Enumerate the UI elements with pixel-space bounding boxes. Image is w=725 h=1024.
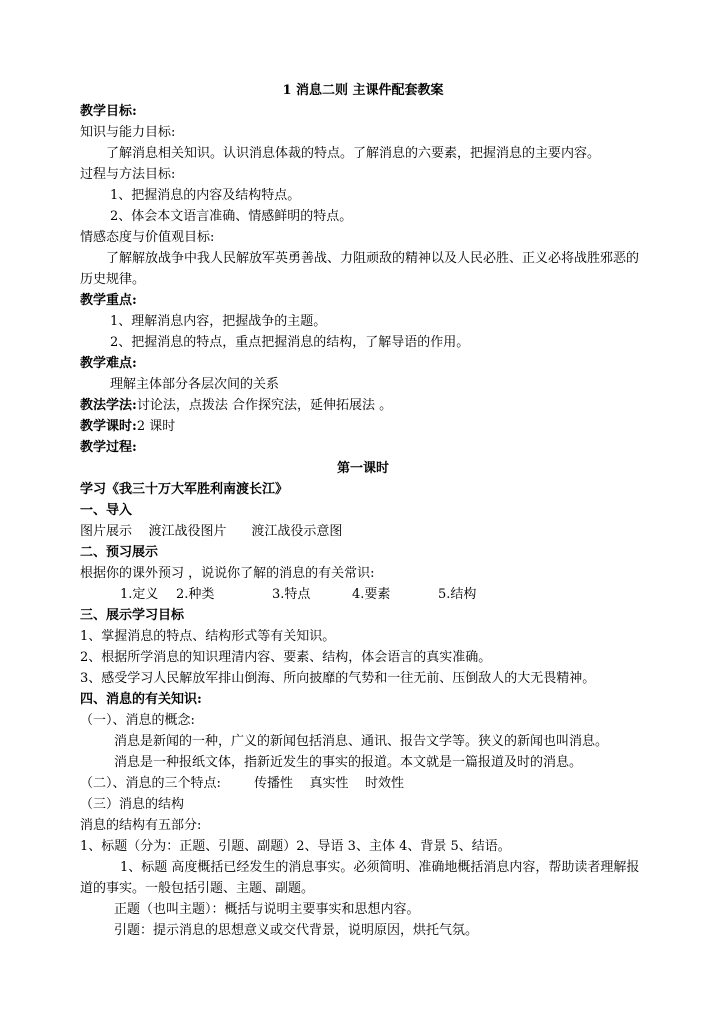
intro-heading: 一、导入 <box>80 503 133 518</box>
study-title: 学习《我三十万大军胜利南渡长江》 <box>80 482 289 497</box>
intro-items <box>80 521 646 542</box>
process-goal-item: 1、把握消息的内容及结构特点。 <box>110 188 301 203</box>
preview-item: 2.种类 <box>176 587 215 602</box>
structure-list: 1、标题（分为：正题、引题、副题）2、导语 3、主体 4、背景 5、结语。 <box>80 839 511 854</box>
process-goal-item: 2、体会本文语言准确、情感鲜明的特点。 <box>110 209 353 224</box>
intro-item: 图片展示 <box>80 524 133 539</box>
concept-line: 消息是新闻的一种，广义的新闻包括消息、通讯、报告文学等。狭义的新闻也叫消息。 <box>114 734 609 749</box>
hours-row <box>80 416 646 437</box>
objective-item: 1、掌握消息的特点、结构形式等有关知识。 <box>80 629 336 644</box>
emotion-goal-label: 情感态度与价值观目标: <box>80 230 215 245</box>
methods-row <box>80 395 646 416</box>
methods-heading: 教法学法: <box>80 398 137 413</box>
feature-item: 传播性 <box>253 776 293 791</box>
main-title-description: 正题（也叫主题）：概括与说明主要事实和思想内容。 <box>114 902 420 917</box>
preview-heading: 二、预习展示 <box>80 545 159 560</box>
title-description: 1、标题 高度概括已经发生的消息事实。必须简明、准确地概括消息内容，帮助读者理解报道的事实。一般包括引题、主题、副题。 <box>80 860 640 896</box>
difficulties-heading: 教学难点: <box>80 356 137 371</box>
features-row <box>80 773 646 794</box>
methods-text: 讨论法，点拨法 合作探究法，延伸拓展法 。 <box>136 398 393 413</box>
hours-heading: 教学课时: <box>80 419 137 434</box>
key-points-heading: 教学重点: <box>80 293 137 308</box>
objective-item: 2、根据所学消息的知识理清内容、要素、结构，体会语言的真实准确。 <box>80 650 492 665</box>
intro-item: 渡江战役图片 <box>148 524 227 539</box>
structure-label: （三）消息的结构 <box>80 797 185 812</box>
emotion-goal-text: 了解解放战争中我人民解放军英勇善战、力阻顽敌的精神以及人民必胜、正义必将战胜邪恶的历史规律。 <box>80 251 640 287</box>
preview-item: 5.结构 <box>438 587 477 602</box>
preview-text: 根据你的课外预习 ，说说你了解的消息的有关常识: <box>80 566 375 581</box>
lead-title-description: 引题：提示消息的思想意义或交代背景，说明原因，烘托气氛。 <box>114 923 479 938</box>
goals-heading: 教学目标: <box>80 104 137 119</box>
lesson-plan-page <box>80 80 646 941</box>
knowledge-goal-text: 了解消息相关知识。认识消息体裁的特点。了解消息的六要素，把握消息的主要内容。 <box>106 146 601 161</box>
objective-item: 3、感受学习人民解放军排山倒海、所向披靡的气势和一往无前、压倒敌人的大无畏精神。 <box>80 671 596 686</box>
concept-line: 消息是一种报纸文体，指新近发生的事实的报道。本文就是一篇报道及时的消息。 <box>114 755 583 770</box>
process-heading: 教学过程: <box>80 440 137 455</box>
preview-items <box>80 584 646 605</box>
key-point-item: 2、把握消息的特点，重点把握消息的结构，了解导语的作用。 <box>110 335 470 350</box>
structure-intro: 消息的结构有五部分: <box>80 818 202 833</box>
preview-item: 1.定义 <box>120 587 159 602</box>
process-goal-label: 过程与方法目标: <box>80 167 176 182</box>
knowledge-goal-label: 知识与能力目标: <box>80 125 176 140</box>
feature-item: 时效性 <box>365 776 405 791</box>
concept-label: （一）、消息的概念: <box>80 713 195 728</box>
preview-item: 3.特点 <box>272 587 311 602</box>
intro-item: 渡江战役示意图 <box>251 524 343 539</box>
document-title: 1 消息二则 主课件配套教案 <box>282 83 444 98</box>
feature-item: 真实性 <box>309 776 349 791</box>
objectives-heading: 三、展示学习目标 <box>80 608 185 623</box>
knowledge-heading: 四、消息的有关知识: <box>80 692 202 707</box>
lesson-title: 第一课时 <box>336 461 389 476</box>
key-point-item: 1、理解消息内容，把握战争的主题。 <box>110 314 327 329</box>
hours-text: 2 课时 <box>136 419 176 434</box>
preview-item: 4.要素 <box>352 587 391 602</box>
features-label: （二）、消息的三个特点: <box>80 776 221 791</box>
difficulties-text: 理解主体部分各层次间的关系 <box>110 377 280 392</box>
